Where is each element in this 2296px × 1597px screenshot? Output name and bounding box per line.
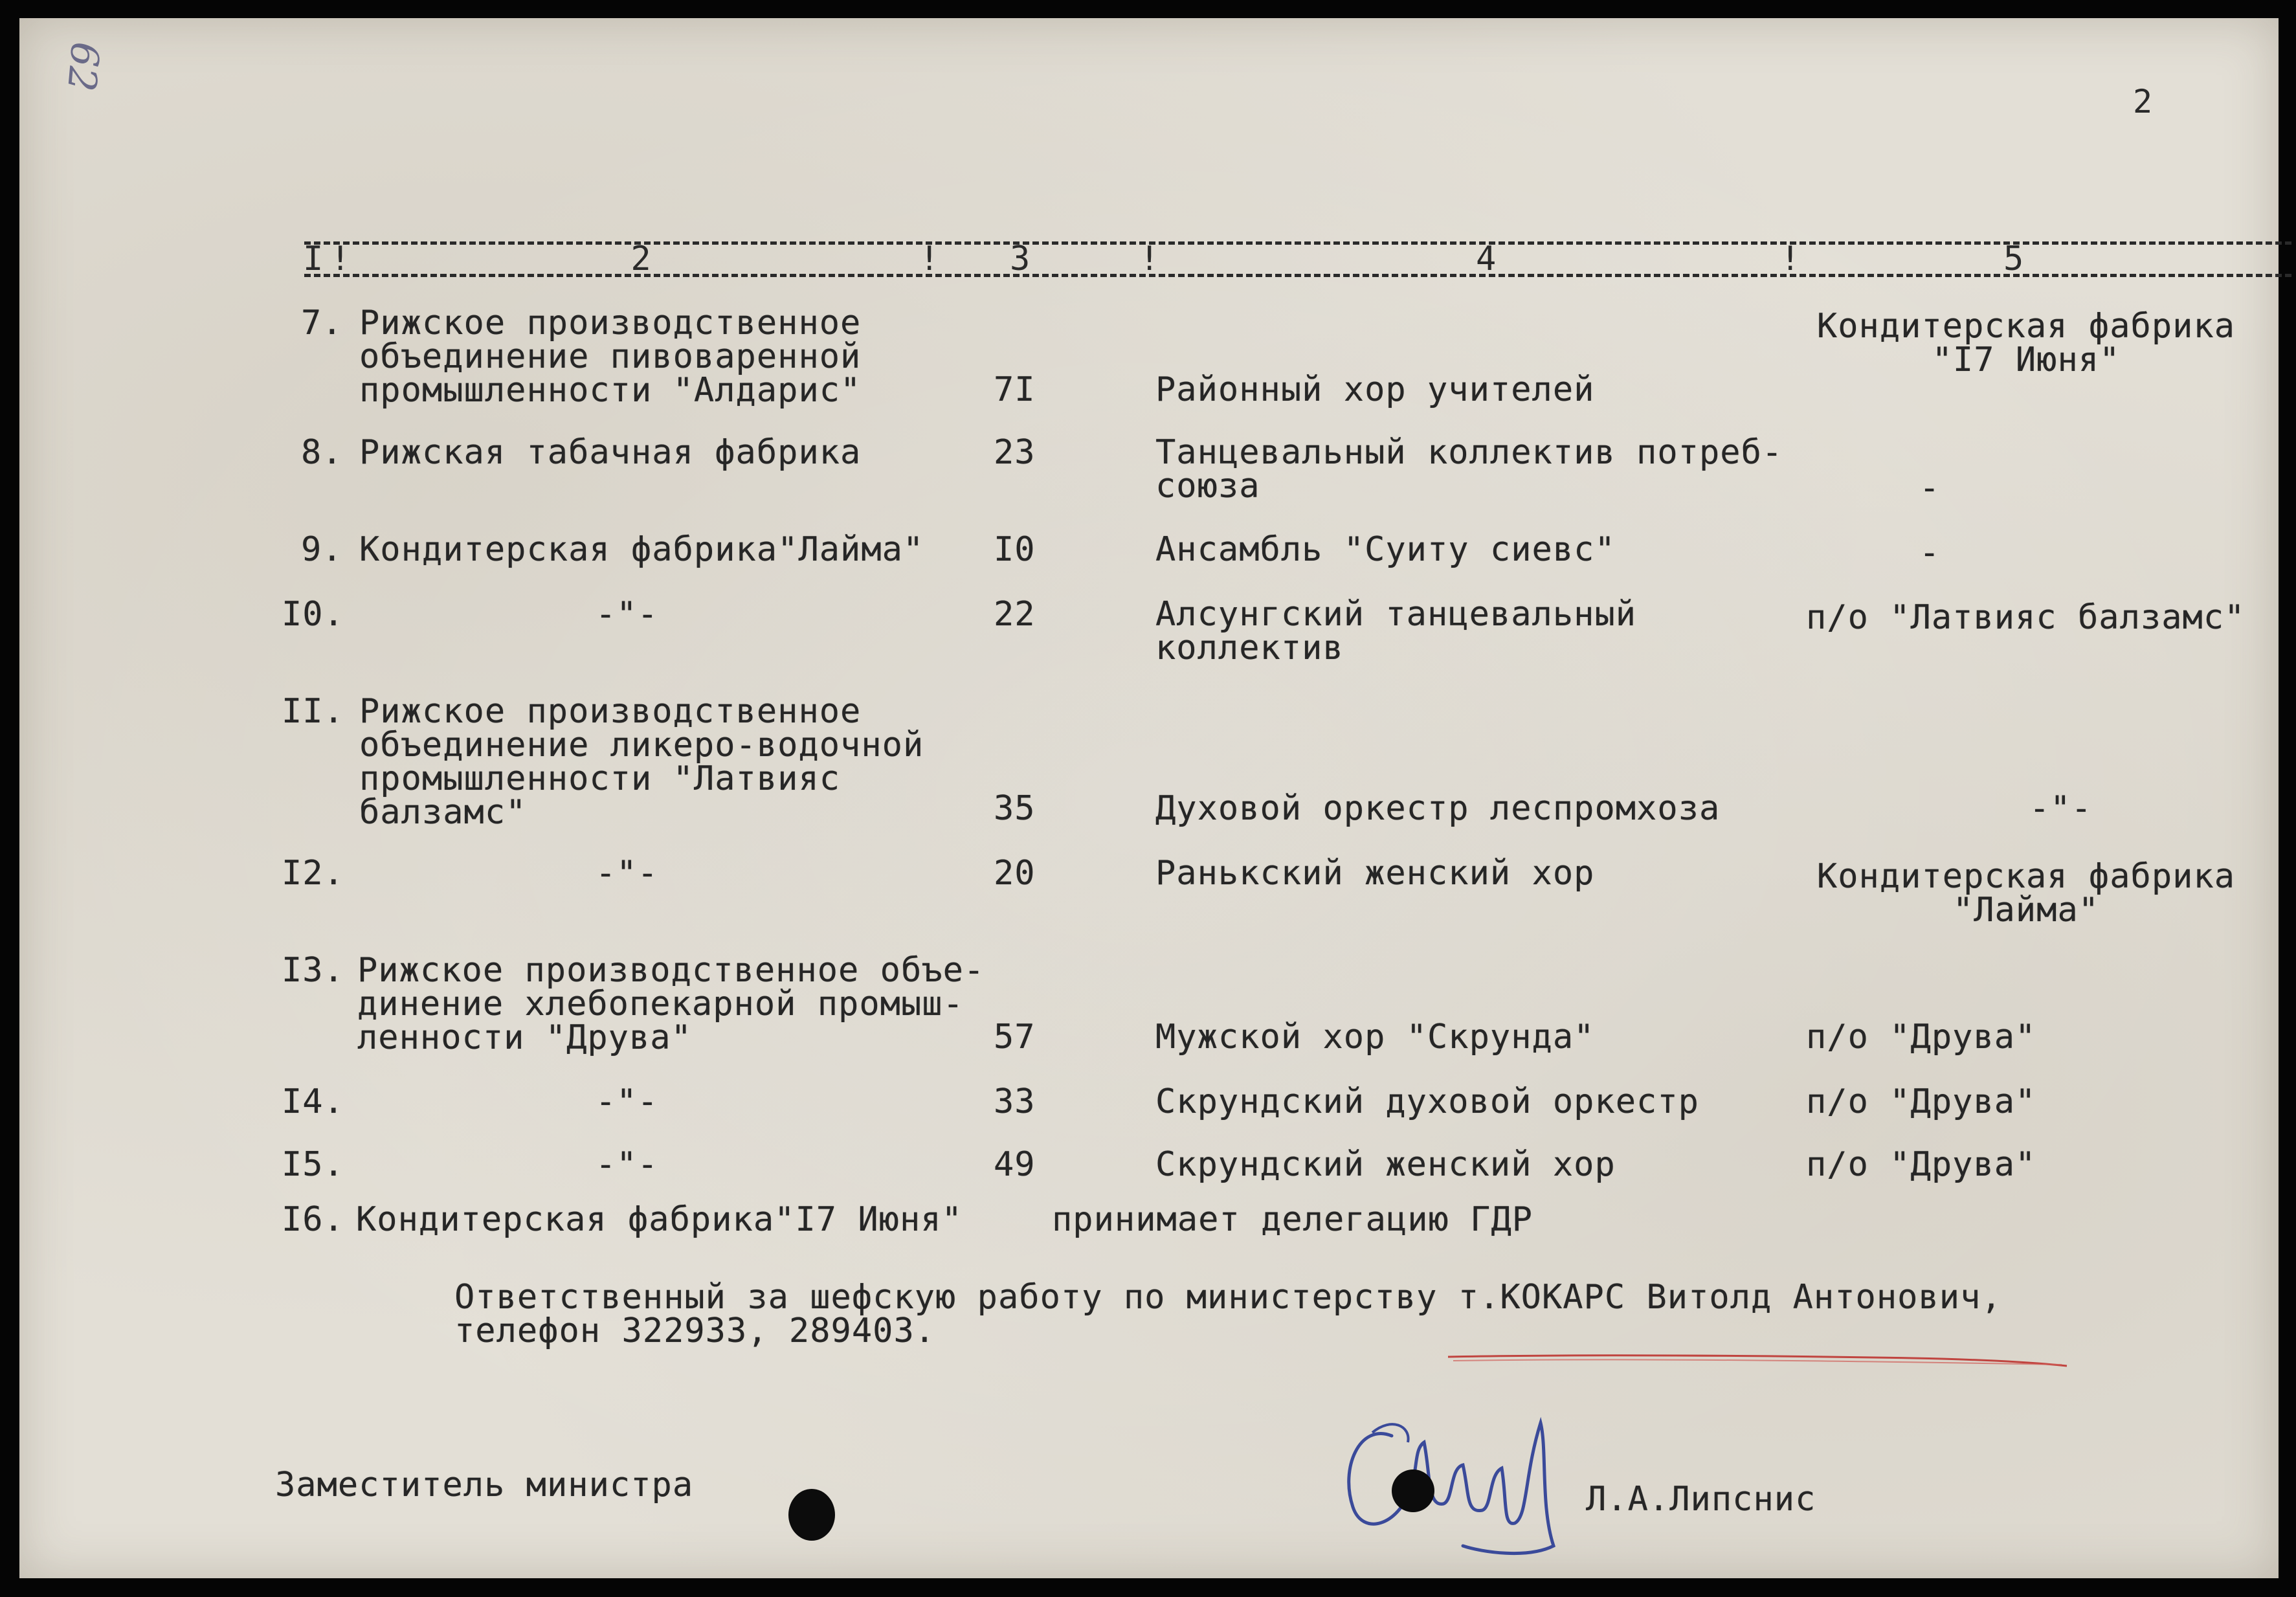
row-number: I5.: [282, 1145, 344, 1184]
header-sep: !: [1780, 240, 1801, 278]
row-partner: п/о "Друва": [1806, 1018, 2036, 1056]
row-number: I2.: [282, 854, 344, 893]
signatory-name: Л.А.Липснис: [1586, 1480, 1816, 1519]
row-partner: п/о "Друва": [1806, 1082, 2036, 1121]
row-number: 7.: [301, 304, 343, 342]
page-number: 2: [2133, 83, 2153, 120]
row-org: Рижское производственное объединение ликеро-водочной промышленности "Латвияс балзамс": [359, 692, 924, 832]
header-col-1: I: [303, 240, 324, 278]
row-group: Ранькский женский хор: [1155, 854, 1595, 893]
row-count: 35: [994, 789, 1036, 828]
row-number: I6.: [282, 1200, 344, 1239]
row-count: 57: [994, 1018, 1036, 1056]
row-org: Рижская табачная фабрика: [359, 433, 862, 472]
row-note: принимает делегацию ГДР: [1052, 1200, 1533, 1239]
row-partner: Кондитерская фабрика "I7 Июня": [1816, 307, 2236, 379]
row-org: Кондитерская фабрика"Лайма": [359, 530, 924, 569]
header-sep: !: [1139, 240, 1160, 278]
row-partner: -: [1919, 469, 1941, 508]
row-number: II.: [282, 692, 344, 731]
signatory-title: Заместитель министра: [275, 1466, 694, 1504]
row-count: I0: [994, 530, 1036, 569]
header-col-2: 2: [630, 240, 651, 278]
red-underline: [1447, 1352, 2068, 1368]
header-col-4: 4: [1476, 240, 1497, 278]
row-partner: -"-: [2029, 789, 2092, 828]
row-group: Духовой оркестр леспромхоза: [1155, 789, 1721, 828]
row-group: Скрундский женский хор: [1155, 1145, 1616, 1184]
row-number: I4.: [282, 1082, 344, 1121]
handwritten-signature: [1333, 1397, 1579, 1565]
row-partner: -: [1919, 533, 1941, 572]
margin-note: 62: [58, 39, 108, 94]
header-sep: !: [919, 240, 940, 278]
row-org: Рижское производственное объе- динение хлебопекарной промыш- ленности "Друва": [357, 951, 985, 1057]
row-partner: Кондитерская фабрика "Лайма": [1816, 857, 2236, 930]
row-group: Мужской хор "Скрунда": [1155, 1018, 1595, 1056]
row-number: I3.: [282, 951, 344, 990]
header-col-5: 5: [2003, 240, 2024, 278]
row-count: 49: [994, 1145, 1036, 1184]
row-count: 20: [994, 854, 1036, 893]
row-org: -"-: [596, 854, 658, 893]
responsible-note: Ответственный за шефскую работу по министерству т.КОКАРС Витолд Антонович, телефон 322933, 289403.: [454, 1278, 2002, 1350]
row-number: I0.: [282, 595, 344, 634]
document-page: [19, 18, 2279, 1578]
row-count: 33: [994, 1082, 1036, 1121]
row-partner: п/о "Друва": [1806, 1145, 2036, 1184]
header-col-3: 3: [1010, 240, 1031, 278]
row-org: -"-: [596, 1082, 658, 1121]
row-count: 7I: [994, 370, 1036, 409]
row-org: Рижское производственное объединение пивоваренной промышленности "Алдарис": [359, 304, 862, 410]
row-org: Кондитерская фабрика"I7 Июня": [356, 1200, 963, 1239]
row-group: Ансамбль "Суиту сиевс": [1155, 530, 1616, 569]
row-count: 23: [994, 433, 1036, 472]
row-number: 8.: [301, 433, 343, 472]
punch-hole: [1392, 1469, 1434, 1512]
row-org: -"-: [596, 1145, 658, 1184]
row-count: 22: [994, 595, 1036, 634]
row-org: -"-: [596, 595, 658, 634]
header-sep: !: [330, 240, 351, 278]
row-group: Алсунгский танцевальный коллектив: [1155, 595, 1637, 667]
row-partner: п/о "Латвияс балзамс": [1806, 598, 2246, 637]
punch-hole: [788, 1489, 835, 1541]
row-number: 9.: [301, 530, 343, 569]
row-group: Районный хор учителей: [1155, 370, 1595, 409]
row-group: Скрундский духовой оркестр: [1155, 1082, 1699, 1121]
row-group: Танцевальный коллектив потреб- союза: [1155, 433, 1783, 506]
